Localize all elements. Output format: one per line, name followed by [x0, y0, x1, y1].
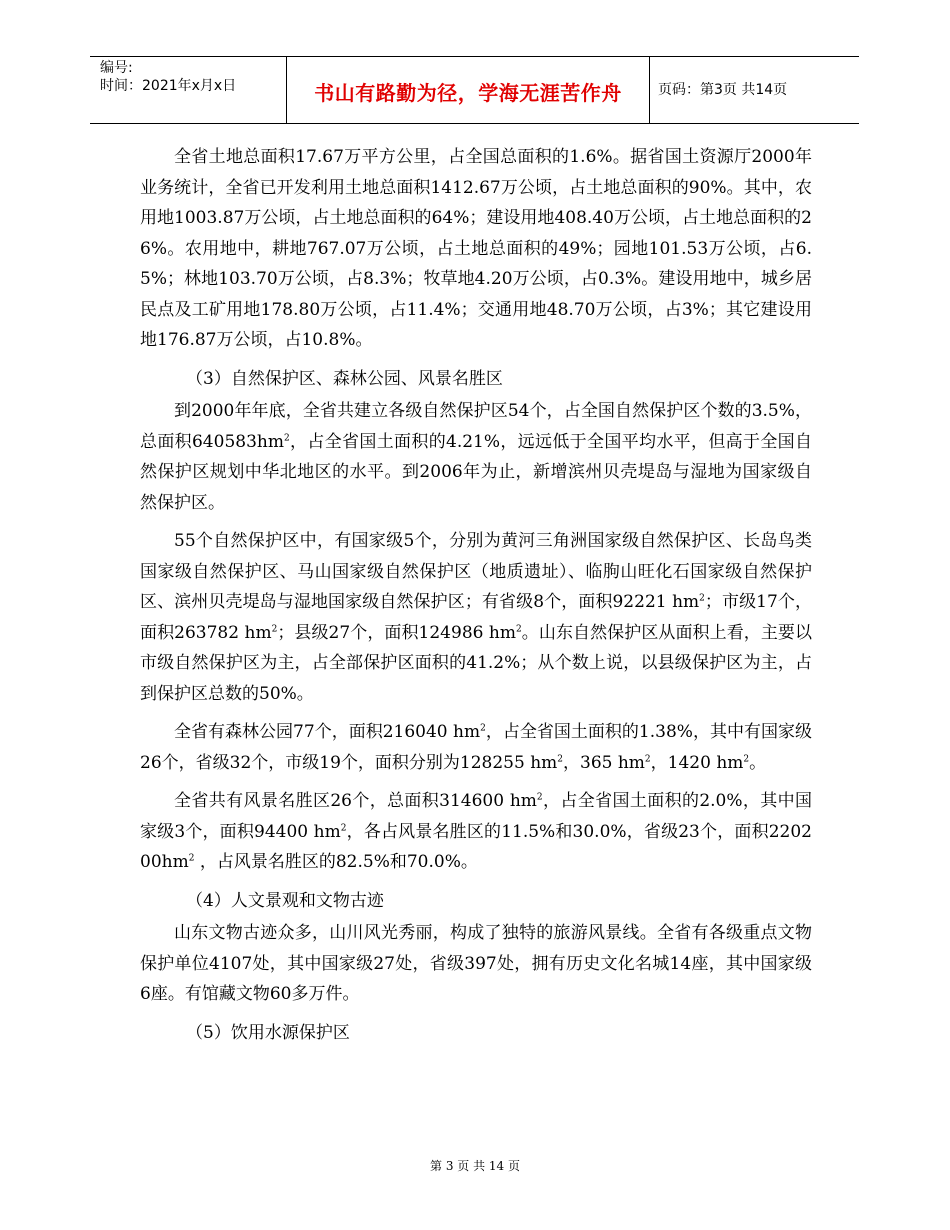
superscript: 2: [188, 853, 195, 864]
text: ，占风景名胜区的82.5%和70.0%。: [194, 852, 478, 872]
text: ，各占风景名胜区的11.5%和30.0%，省级23个，面积220200hm: [140, 821, 812, 872]
superscript: 2: [480, 723, 486, 734]
superscript: 2: [283, 432, 290, 443]
text: ，365 hm: [563, 752, 645, 773]
text: ；县级27个，面积124986 hm: [277, 622, 516, 643]
header-page-info: 页码：第3页 共14页: [658, 82, 788, 98]
text: ，占全省国土面积的4.21%，远远低于全国平均水平，但高于全国自然保护区规划中华北地区的水平。到2006年为止，新增滨州贝壳堤岛与湿地为国家级自然保护区。: [140, 431, 812, 513]
paragraph-reserve-levels: [140, 526, 812, 709]
text: ，占全省国土面积的1.38%，其中有国家级26个，省级32个，市级19个，面积分别为128255 hm: [140, 722, 812, 773]
superscript: 2: [699, 593, 705, 604]
text: 。: [749, 752, 767, 773]
paragraph-scenic-areas: [140, 786, 812, 878]
page-header: [90, 56, 859, 124]
section-heading-5: （5）饮用水源保护区: [186, 1022, 350, 1043]
time-label: 时间：2021年x月x日: [100, 78, 237, 94]
text: 到2000年年底，全省共建立各级自然保护区54个，占全国自然保护区个数的3.5%，总面积640583hm: [140, 401, 812, 452]
text: ，占全省国土面积的2.0%，其中国家级3个，面积94400 hm: [140, 791, 812, 842]
paragraph-nature-reserves: [140, 396, 812, 518]
text: ；市级17个，面积263782 hm: [140, 592, 812, 643]
page-footer: 第 3 页 共 14 页: [430, 1159, 520, 1173]
section-heading-3: （3）自然保护区、森林公园、风景名胜区: [186, 368, 503, 389]
paragraph-land-area: 全省土地总面积17.67万平方公里，占全国总面积的1.6%。据省国土资源厅2000年业务统计，全省已开发利用土地总面积1412.67万公顷，占土地总面积的90%。其中，农用地1003.87万公顷，占土地总面积的64%；建设用地408.40万公顷，占土地总面积的26%。农用地中，耕地767.07万公顷，占土地总面积的49%；园地101.53万公顷，占6.5%；林地103.70万公顷，占8.3%；牧草地4.20万公顷，占0.3%。建设用地中，城乡居民点及工矿用地178.80万公顷，占11.4%；交通用地48.70万公顷，占3%；其它建设用地176.87万公顷，占10.8%。: [140, 147, 812, 350]
superscript: 2: [340, 822, 347, 833]
paragraph-cultural-relics: 山东文物古迹众多，山川风光秀丽，构成了独特的旅游风景线。全省有各级重点文物保护单位4107处，其中国家级27处，省级397处，拥有历史文化名城14座，其中国家级6座。有馆藏文物60多万件。: [140, 923, 812, 1004]
superscript: 2: [271, 623, 278, 634]
header-divider: [649, 57, 650, 123]
text: 55个自然保护区中，有国家级5个，分别为黄河三角洲国家级自然保护区、长岛鸟类国家级自然保护区、马山国家级自然保护区（地质遗址）、临朐山旺化石国家级自然保护区、滨州贝壳堤岛与湿地国家级自然保护区；有省级8个，面积92221 hm: [140, 531, 812, 612]
superscript: 2: [536, 792, 543, 803]
paragraph-forest-parks: [140, 717, 812, 778]
document-body: [140, 142, 812, 1048]
header-motto: 书山有路勤为径，学海无涯苦作舟: [314, 81, 622, 105]
superscript: 2: [644, 753, 651, 764]
header-meta: [100, 59, 236, 95]
number-label: 编号:: [100, 60, 133, 76]
section-heading-4: （4）人文景观和文物古迹: [186, 890, 384, 911]
superscript: 2: [516, 623, 522, 634]
superscript: 2: [743, 753, 750, 764]
text: 全省共有风景名胜区26个，总面积314600 hm: [174, 791, 537, 811]
text: 。山东自然保护区从面积上看，主要以市级自然保护区为主，占全部保护区面积的41.2%；从个数上说，以县级保护区为主，占到保护区总数的50%。: [140, 622, 812, 704]
text: 全省有森林公园77个，面积216040 hm: [174, 722, 481, 742]
superscript: 2: [557, 753, 563, 764]
text: ，1420 hm: [650, 752, 744, 773]
